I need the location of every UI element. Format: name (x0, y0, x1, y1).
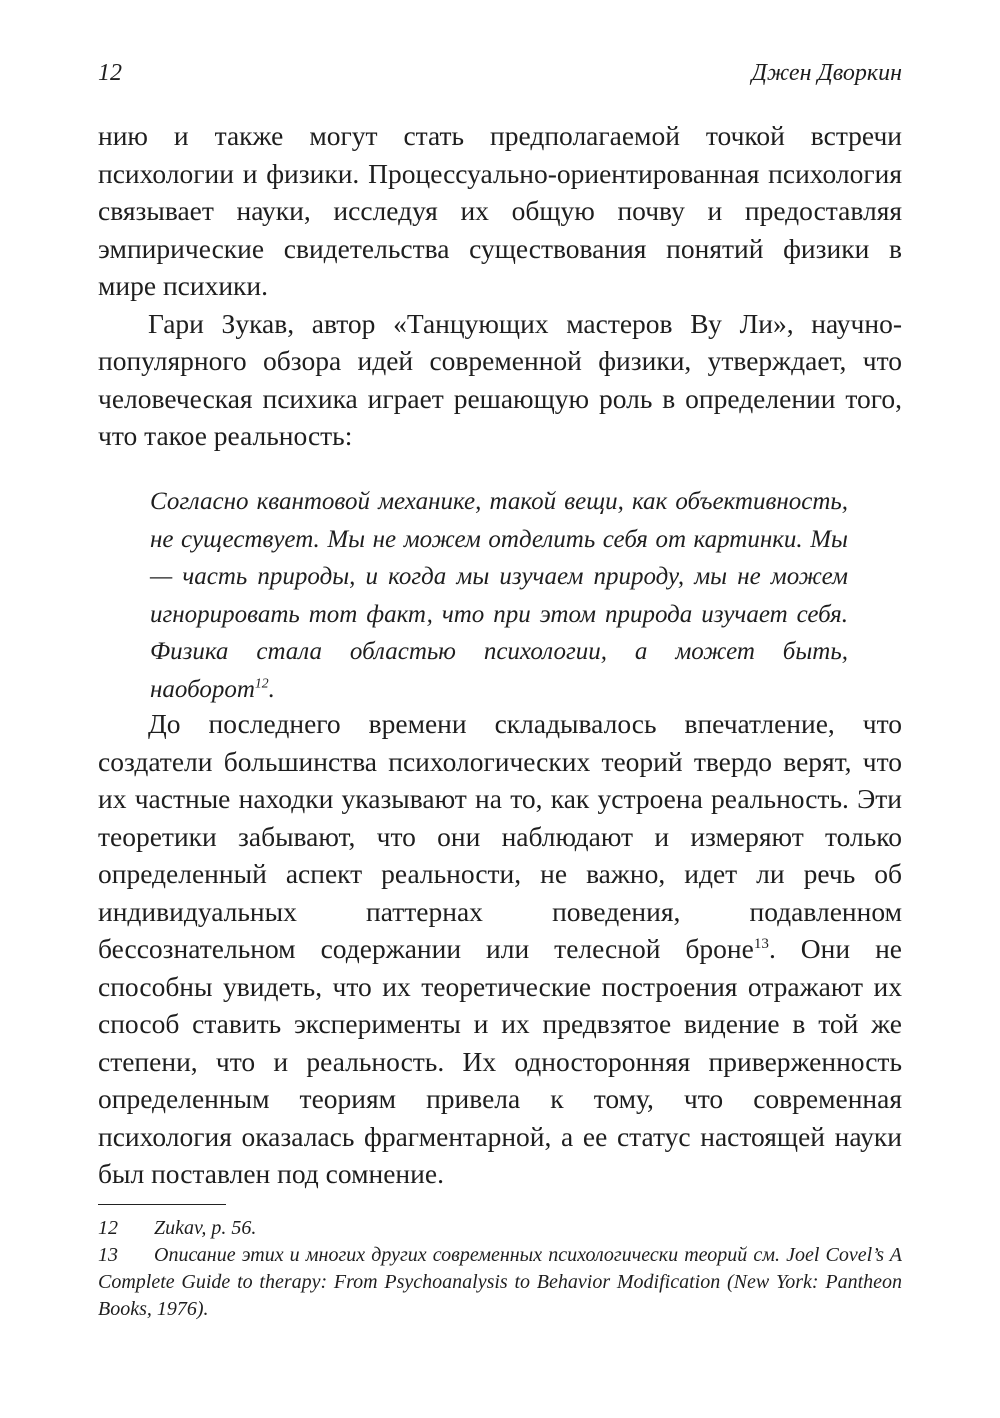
paragraph-continuation: нию и также могут стать предполагаемой точкой встречи психологии и физики. Процессуально-ориентированная психология связывает науки, исследуя их общую почву и предоставляя эмпирические свидетельства существования понятий физики в мире психики. (98, 120, 902, 301)
footnote-text: Zukav, p. 56. (154, 1217, 257, 1239)
block-quote (150, 483, 848, 708)
paragraph-theories (98, 705, 902, 1193)
footnote-ref-13[interactable]: 13 (753, 935, 769, 952)
running-head (98, 60, 902, 90)
book-page (98, 0, 902, 1418)
footnote-13 (98, 1242, 902, 1323)
paragraph-text-b: . Они не способны увидеть, что их теоретические построения отражают их способ ставить эксперименты и их предвзятое видение в той же степени, что и реальность. Их односторонняя приверженность определенным теориям привела к тому, что современная психология оказалась фрагментарной, а ее статус настоящей науки был поставлен под сомнение. (98, 933, 903, 1189)
body-text-bottom (98, 705, 902, 1193)
footnote-text: Описание этих и многих других современных психологически теорий см. Joel Covel’s A Complete Guide to therapy: From Psychoanalysis to Behavior Modification (New York: Pantheon Books, 1976). (98, 1244, 902, 1320)
running-head-author: Джен Дворкин (751, 60, 902, 86)
footnote-number: 12 (98, 1217, 118, 1239)
body-text-top (98, 117, 902, 455)
paragraph-text-a: До последнего времени складывалось впечатление, что создатели большинства психологических теорий твердо верят, что их частные находки указывают на то, как устроена реальность. Эти теоретики забывают, что они наблюдают и измеряют только определенный аспект реальности, не важно, идет ли речь об индивидуальных паттернах поведения, подавленном бессознательном содержании или телесной броне (98, 708, 902, 964)
paragraph-zukav: Гари Зукав, автор «Танцующих мастеров Ву Ли», научно-популярного обзора идей современной физики, утверждает, что человеческая психика играет решающую роль в определении того, что такое реальность: (98, 307, 902, 451)
quote-end: . (268, 675, 275, 703)
footnote-12 (98, 1215, 902, 1242)
footnotes (98, 1215, 902, 1323)
quote-text: Согласно квантовой механике, такой вещи, как объективность, не существует. Мы не можем отделить себя от картинки. Мы — часть природы, и когда мы изучаем природу, мы не можем игнорировать тот факт, что при этом природа изучает себя. Физика стала областью психологии, а может быть, наоборот (150, 488, 848, 703)
footnote-divider (98, 1204, 226, 1205)
page-number: 12 (98, 60, 122, 86)
footnote-number: 13 (98, 1244, 118, 1266)
footnote-ref-12[interactable]: 12 (254, 675, 269, 691)
